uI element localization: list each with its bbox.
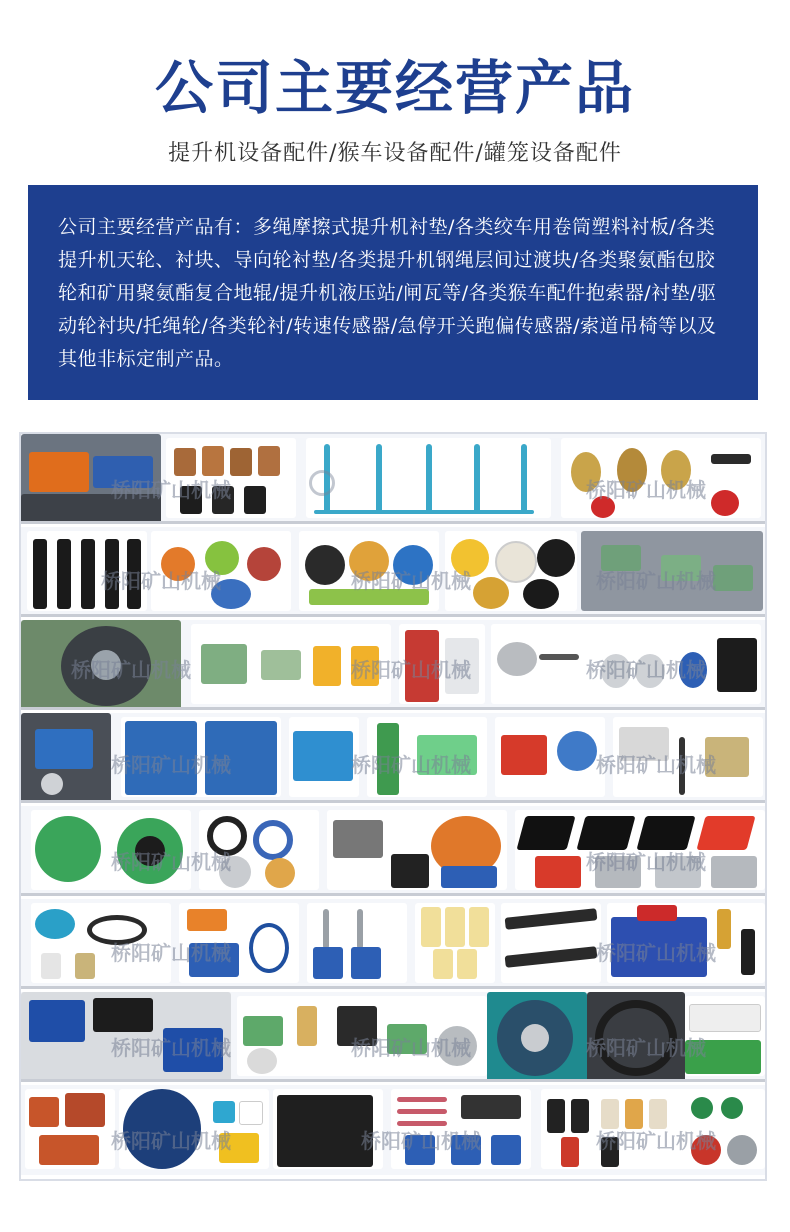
intro-panel <box>28 185 758 400</box>
page-subtitle: 提升机设备配件/猴车设备配件/罐笼设备配件 <box>168 141 622 166</box>
gallery-row <box>21 1085 765 1175</box>
watermark-text: 桥阳矿山机械 <box>351 658 471 682</box>
watermark-text: 桥阳矿山机械 <box>111 850 231 874</box>
gallery-row <box>21 713 765 803</box>
watermark-text: 桥阳矿山机械 <box>586 850 706 874</box>
gallery-row <box>21 620 765 710</box>
watermark-text: 桥阳矿山机械 <box>111 1129 231 1153</box>
intro-text: 公司主要经营产品有：多绳摩擦式提升机衬垫/各类绞车用卷筒塑料衬板/各类提升机天轮、衬块、导向轮衬垫/各类提升机钢绳层间过渡块/各类聚氨酯包胶轮和矿用聚氨酯复合地辊/提升机液压站/闸瓦等/各类猴车配件抱索器/衬垫/驱动轮衬块/托绳轮/各类轮衬/转速传感器/急停开关跑偏传感器/索道吊椅等以及其他非标定制产品。 <box>58 216 717 370</box>
watermark-text: 桥阳矿山机械 <box>111 478 231 502</box>
watermark-text: 桥阳矿山机械 <box>351 1036 471 1060</box>
product-photo <box>25 1089 115 1169</box>
watermark-text: 桥阳矿山机械 <box>596 569 716 593</box>
gallery-row <box>21 992 765 1082</box>
watermark-text: 桥阳矿山机械 <box>351 569 471 593</box>
product-photo <box>501 903 601 983</box>
watermark-text: 桥阳矿山机械 <box>586 478 706 502</box>
watermark-text: 桥阳矿山机械 <box>586 658 706 682</box>
gallery-row <box>21 434 765 524</box>
watermark-text: 桥阳矿山机械 <box>596 753 716 777</box>
product-photo <box>327 810 507 890</box>
watermark-text: 桥阳矿山机械 <box>71 658 191 682</box>
product-photo <box>289 717 359 797</box>
watermark-text: 桥阳矿山机械 <box>586 1036 706 1060</box>
watermark-text: 桥阳矿山机械 <box>111 1036 231 1060</box>
watermark-text: 桥阳矿山机械 <box>596 941 716 965</box>
watermark-text: 桥阳矿山机械 <box>111 941 231 965</box>
product-photo <box>306 438 551 518</box>
product-photo <box>487 992 587 1082</box>
product-photo <box>495 717 605 797</box>
gallery-row <box>21 527 765 617</box>
watermark-text: 桥阳矿山机械 <box>351 753 471 777</box>
product-photo <box>21 713 111 803</box>
watermark-text: 桥阳矿山机械 <box>596 1129 716 1153</box>
gallery-row <box>21 899 765 989</box>
watermark-text: 桥阳矿山机械 <box>101 569 221 593</box>
gallery-row <box>21 806 765 896</box>
page-title: 公司主要经营产品 <box>154 54 635 122</box>
watermark-text: 桥阳矿山机械 <box>111 753 231 777</box>
watermark-text: 桥阳矿山机械 <box>361 1129 481 1153</box>
product-photo <box>307 903 407 983</box>
product-gallery <box>19 432 767 1181</box>
product-photo <box>415 903 495 983</box>
